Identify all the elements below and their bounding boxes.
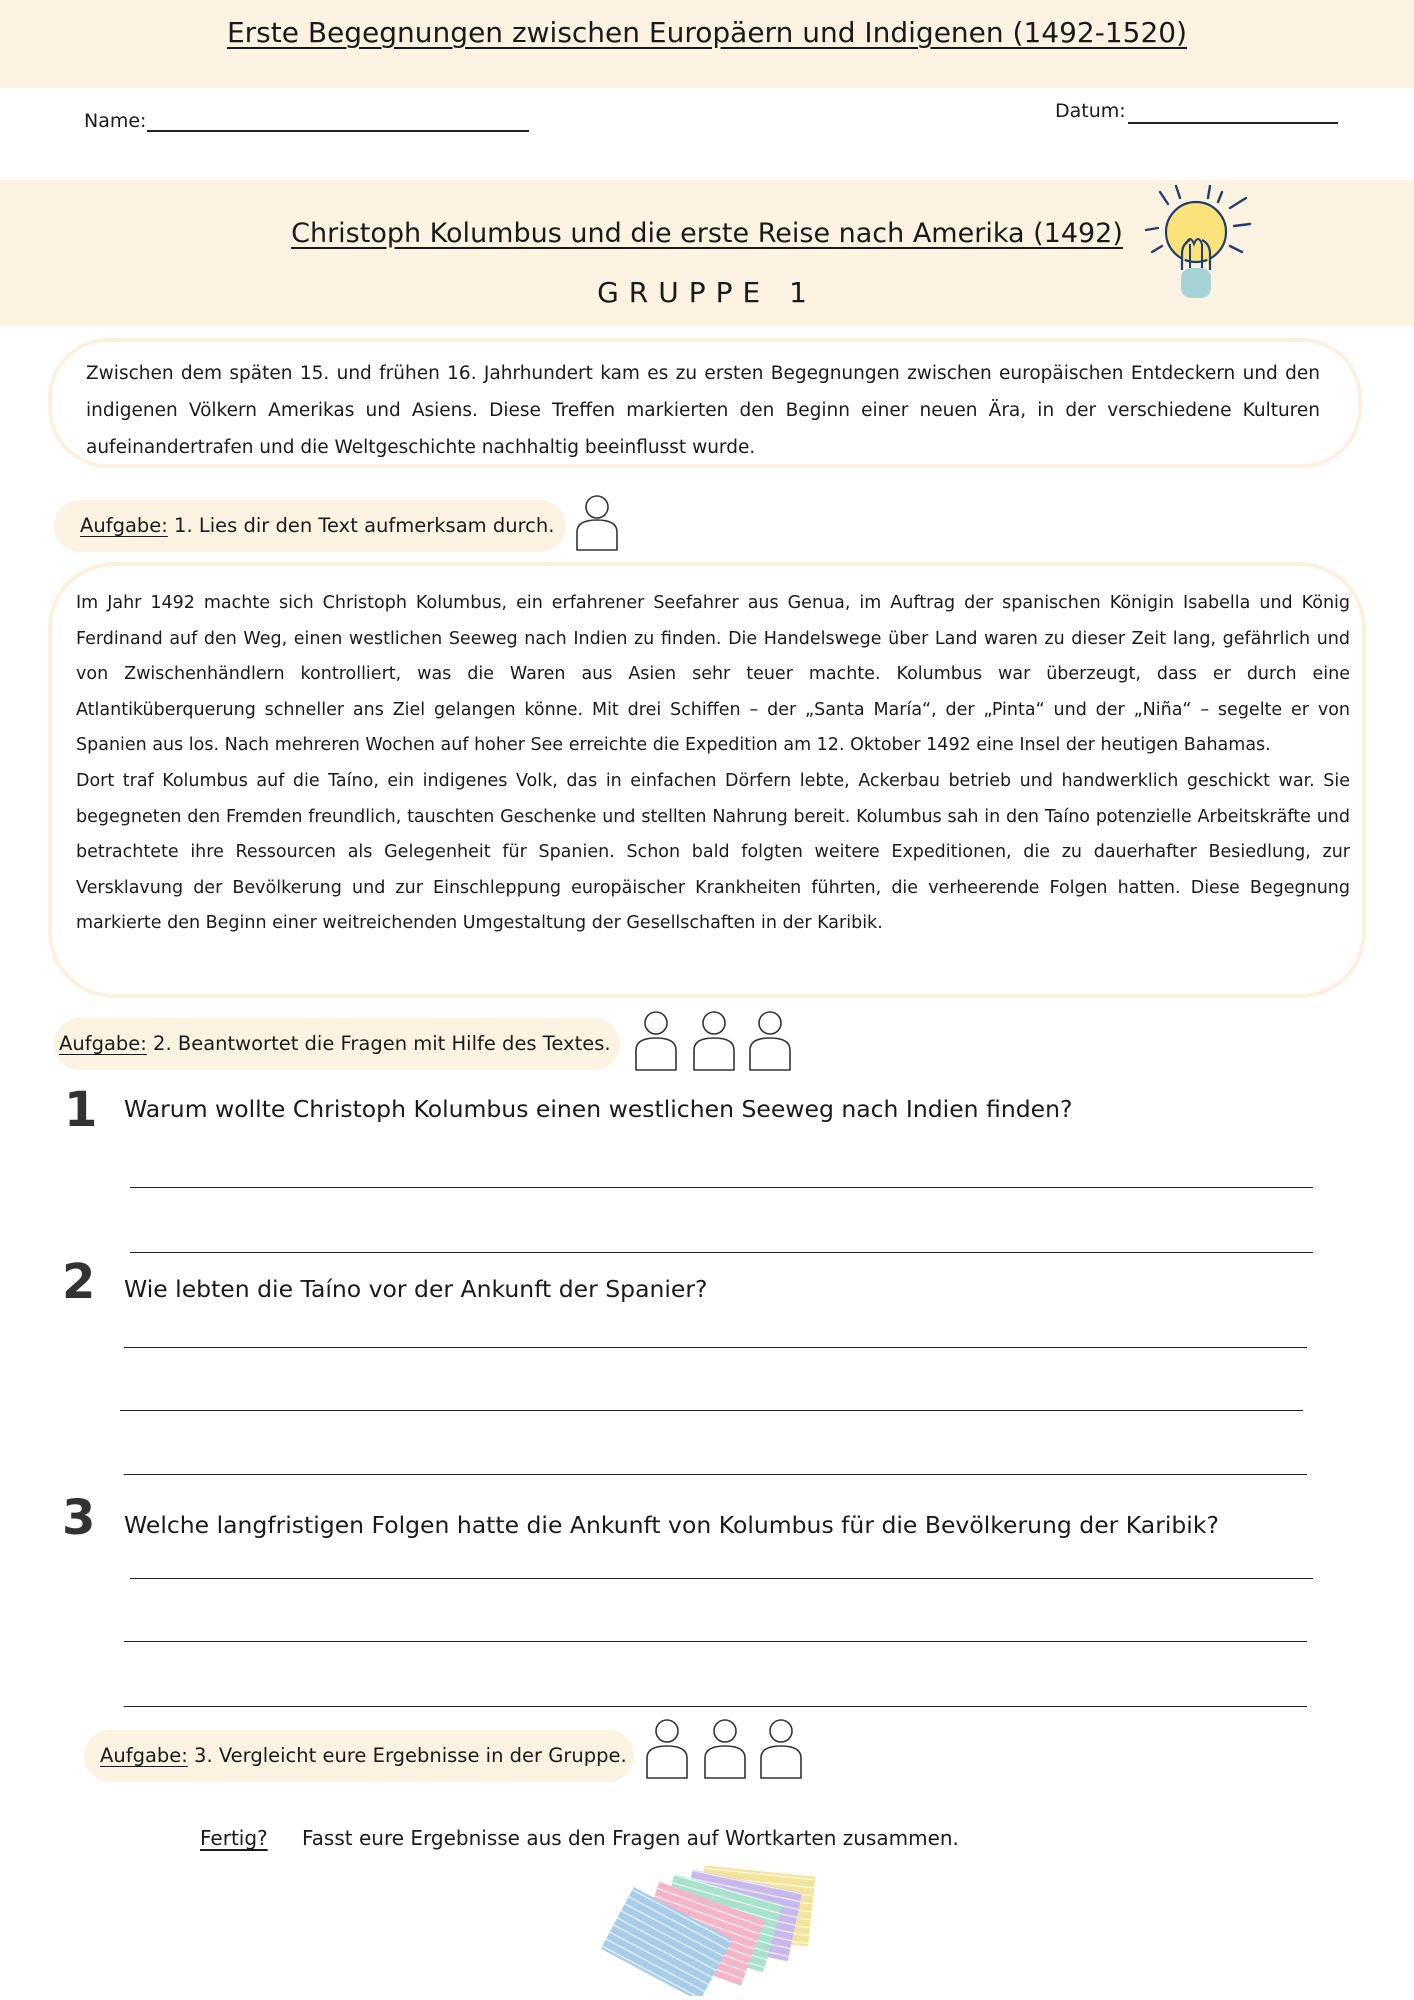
date-field[interactable] xyxy=(1128,122,1338,124)
answer-line[interactable] xyxy=(130,1578,1313,1579)
answer-line[interactable] xyxy=(124,1347,1307,1348)
finish-label: Fertig? xyxy=(200,1826,268,1850)
answer-line[interactable] xyxy=(120,1410,1303,1411)
task-keyword: Aufgabe: xyxy=(59,1032,147,1055)
intro-text: Zwischen dem späten 15. und frühen 16. Jahrhundert kam es zu ersten Begegnungen zwischen europäischen Entdeckern und den indigenen Völkern Amerikas und Asiens. Diese Treffen markierten den Beginn einer neuen Ära, in der verschiedene Kulturen aufeinandertrafen und die Weltgeschichte nachhaltig beeinflusst wurde. xyxy=(48,338,1362,468)
reading-paragraph-2: Dort traf Kolumbus auf die Taíno, ein indigenes Volk, das in einfachen Dörfern lebte, Ackerbau betrieb und handwerklich geschickt war. Sie begegneten den Fremden freundlich, tauschten Geschenke und stellten Nahrung bereit. Kolumbus sah in den Taíno potenzielle Arbeitskräfte und betrachtete ihre Ressourcen als Gelegenheit für Spanien. Schon bald folgten weitere Expeditionen, die zu dauerhafter Besiedlung, zur Versklavung der Bevölkerung und zur Einschleppung europäischer Krankheiten führten, die verheerende Folgen hatten. Diese Begegnung markierte den Beginn einer weitreichenden Umgestaltung der Gesellschaften in der Karibik. xyxy=(76,770,1350,934)
task-keyword: Aufgabe: xyxy=(80,514,168,537)
task-2 xyxy=(54,1018,620,1070)
question-number: 1 xyxy=(64,1082,98,1138)
question-text: Wie lebten die Taíno vor der Ankunft der Spanier? xyxy=(124,1275,708,1303)
answer-line[interactable] xyxy=(130,1252,1313,1253)
question-number: 3 xyxy=(62,1490,96,1546)
date-label: Datum: xyxy=(1055,100,1126,122)
answer-line[interactable] xyxy=(124,1474,1307,1475)
task-3 xyxy=(84,1730,634,1782)
answer-line[interactable] xyxy=(124,1706,1307,1707)
section-title: Christoph Kolumbus und die erste Reise nach Amerika (1492) xyxy=(291,218,1123,249)
name-field[interactable] xyxy=(147,130,529,132)
lightbulb-icon xyxy=(1138,182,1258,322)
finish-text: Fasst eure Ergebnisse aus den Fragen auf Wortkarten zusammen. xyxy=(302,1826,959,1850)
question-text: Welche langfristigen Folgen hatte die Ankunft von Kolumbus für die Bevölkerung der Karibik? xyxy=(124,1511,1219,1539)
answer-line[interactable] xyxy=(124,1641,1307,1642)
name-label: Name: xyxy=(84,110,147,132)
word-cards-icon xyxy=(588,1866,838,1996)
task-text: 1. Lies dir den Text aufmerksam durch. xyxy=(167,514,555,537)
group-of-three-icon xyxy=(634,1010,794,1074)
task-keyword: Aufgabe: xyxy=(100,1744,188,1767)
reading-paragraph-1: Im Jahr 1492 machte sich Christoph Kolumbus, ein erfahrener Seefahrer aus Genua, im Auftrag der spanischen Königin Isabella und König Ferdinand auf den Weg, einen westlichen Seeweg nach Indien zu finden. Die Handelswege über Land waren zu dieser Zeit lang, gefährlich und von Zwischenhändlern kontrolliert, was die Waren aus Asien sehr teuer machte. Kolumbus war überzeugt, dass er durch eine Atlantiküberquerung schneller ans Ziel gelangen könne. Mit drei Schiffen – der „Santa María“, der „Pinta“ und der „Niña“ – segelte er von Spanien aus los. Nach mehreren Wochen auf hoher See erreichte die Expedition am 12. Oktober 1492 eine Insel der heutigen Bahamas. xyxy=(76,593,1350,756)
answer-line[interactable] xyxy=(130,1187,1313,1188)
reading-text xyxy=(48,562,1366,998)
question-number: 2 xyxy=(62,1254,96,1310)
task-text: 3. Vergleicht eure Ergebnisse in der Gruppe. xyxy=(187,1744,627,1767)
question-text: Warum wollte Christoph Kolumbus einen westlichen Seeweg nach Indien finden? xyxy=(124,1095,1073,1123)
worksheet-title: Erste Begegnungen zwischen Europäern und Indigenen (1492-1520) xyxy=(226,16,1188,49)
task-text: 2. Beantwortet die Fragen mit Hilfe des Textes. xyxy=(146,1032,611,1055)
single-person-icon xyxy=(574,494,620,554)
group-label: GRUPPE 1 xyxy=(597,276,817,309)
group-of-three-icon xyxy=(645,1718,805,1782)
task-1 xyxy=(54,500,566,552)
